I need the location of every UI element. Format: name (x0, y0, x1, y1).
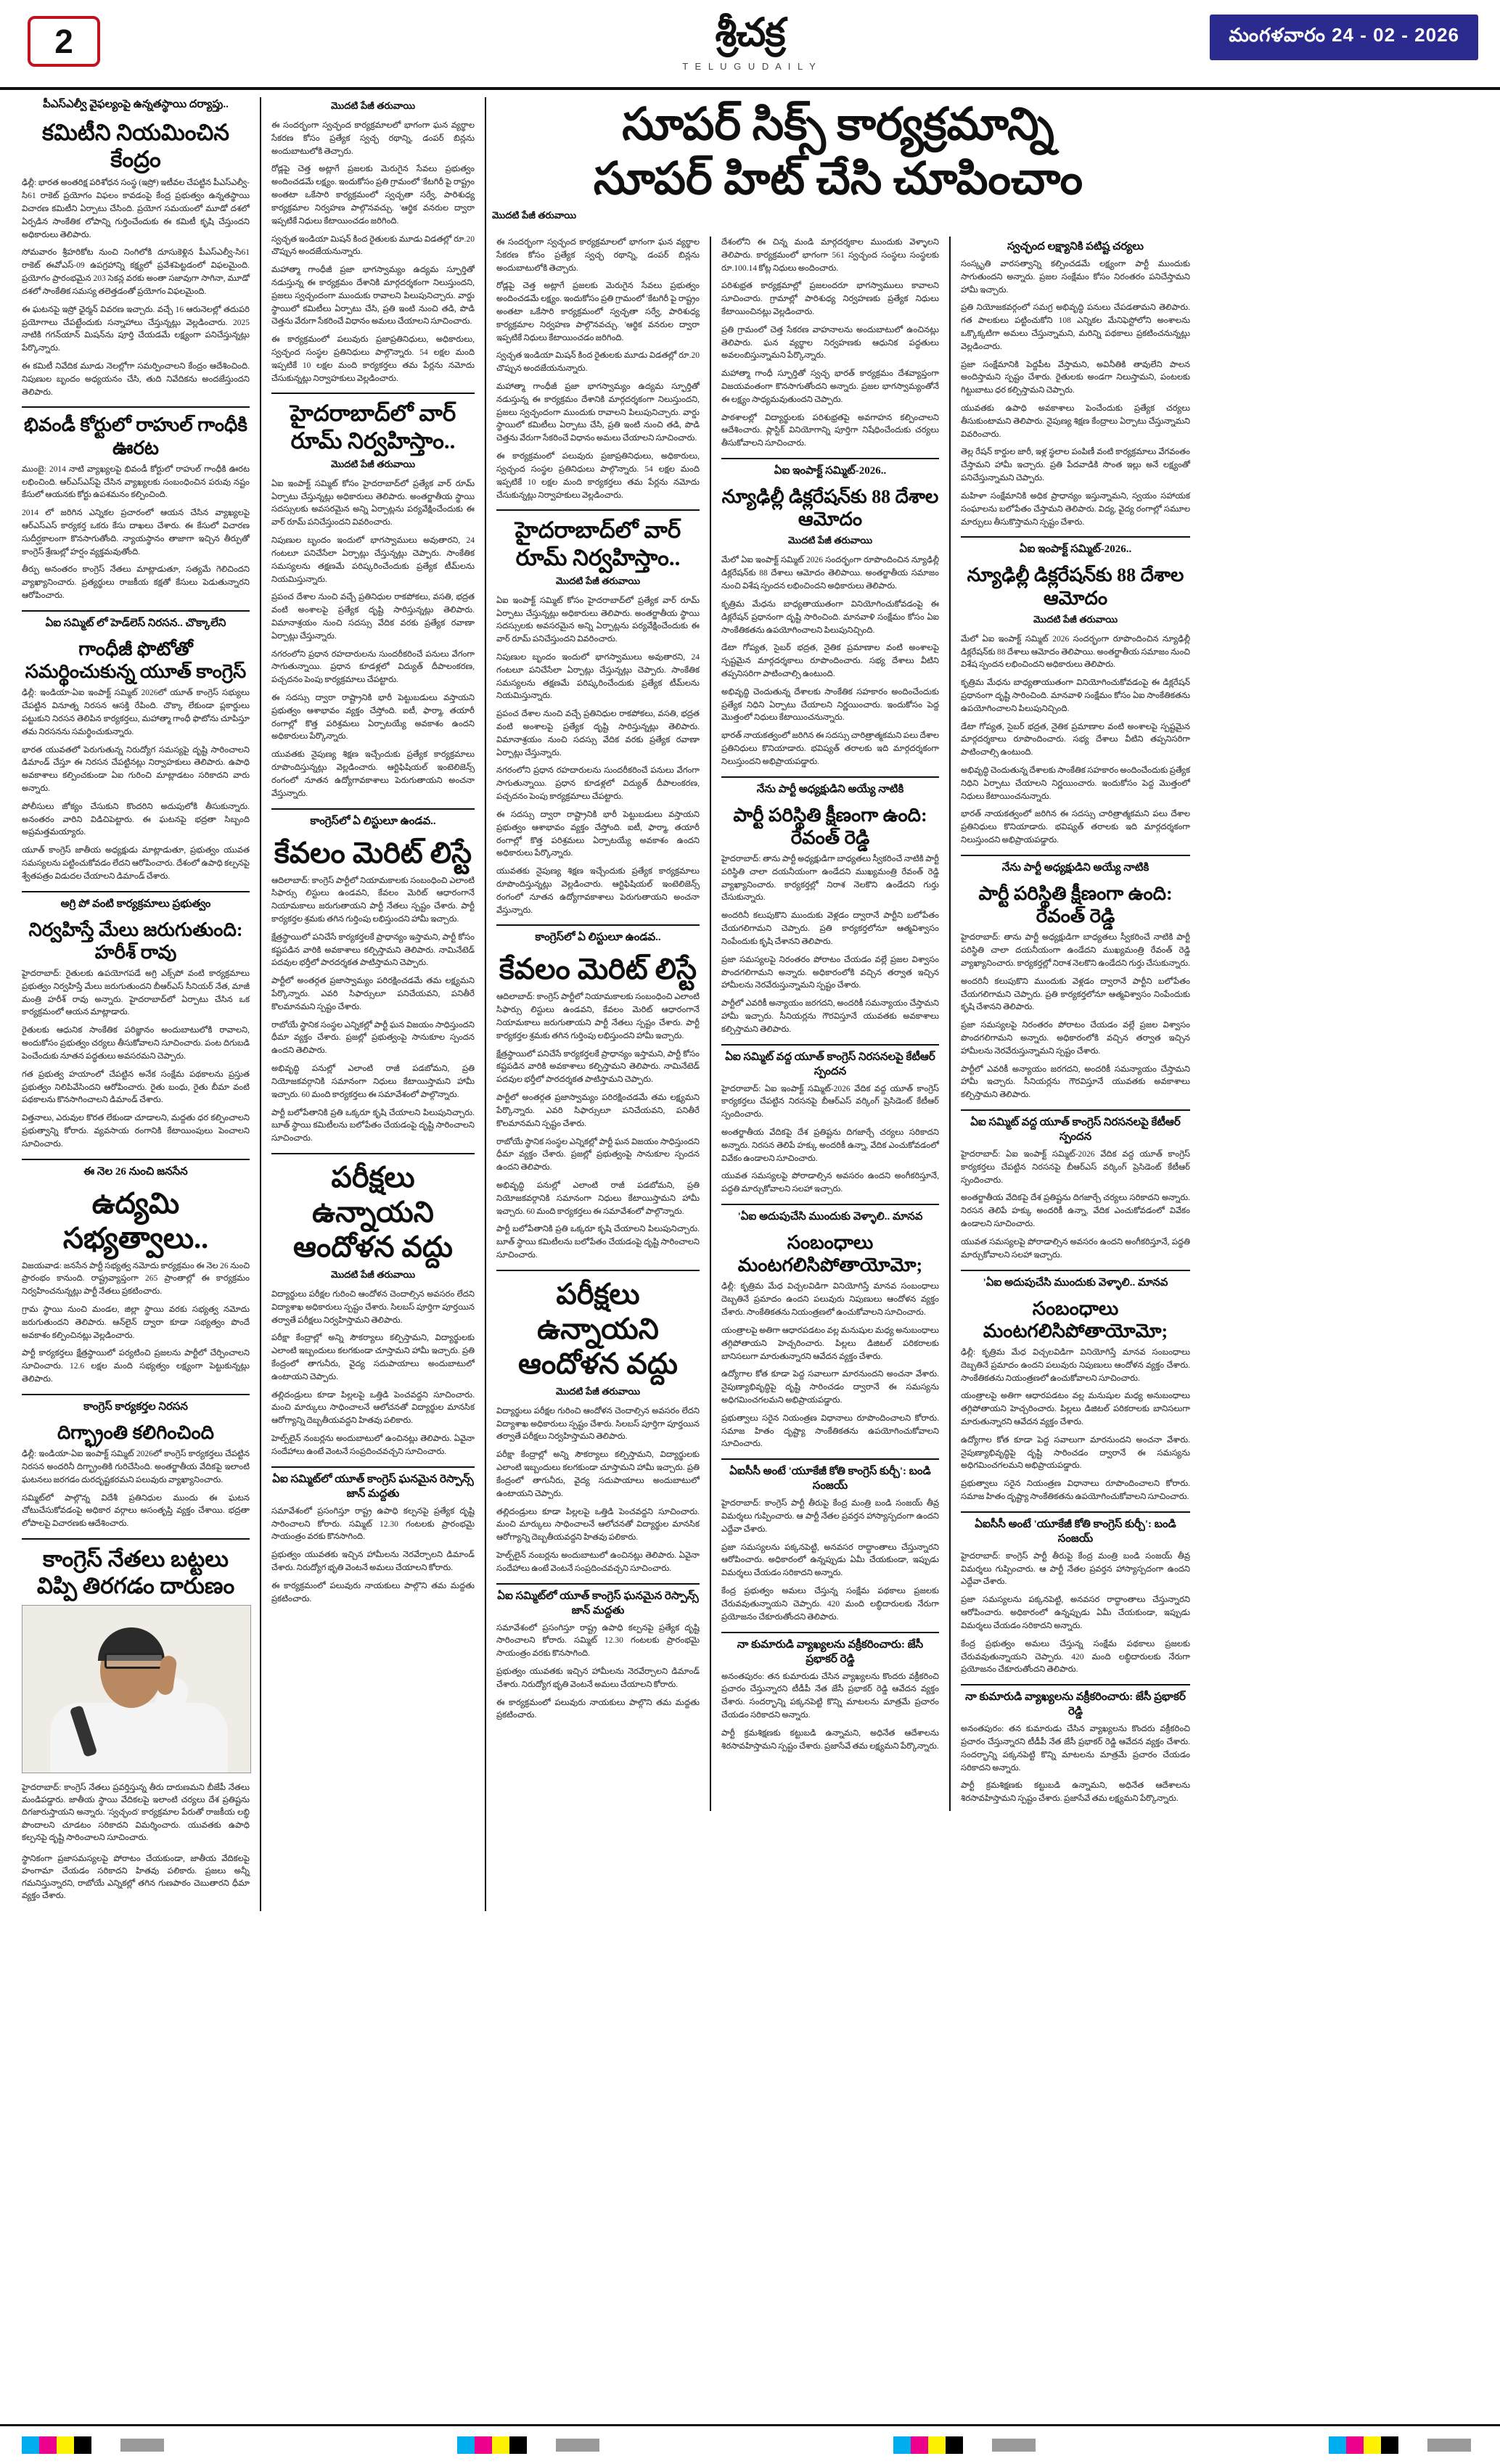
article-paragraph: విజయవాడ: జనసేన పార్టీ సభ్యత్వ నమోదు కార్యక్రమం ఈ నెల 26 నుంచి ప్రారంభం కానుంది. రాష్ట్రవ్యాప్తంగా 265 ప్రాంతాల్లో ఈ కార్యక్రమం నిర్వహించనున్నట్లు పార్టీ నేతలు ప్రకటించారు. (22, 1261, 250, 1297)
article-paragraph: అంతర్జాతీయ వేదికపై దేశ ప్రతిష్టను దిగజార్చే చర్యలు సరికాదని అన్నారు. నిరసన తెలిపే హక్కు అందరికీ ఉన్నా, వేదిక ఎంచుకోవడంలో వివేకం ఉండాలని సూచించారు. (721, 1128, 939, 1163)
lead-continuation (271, 100, 475, 385)
article-headline: పరీక్షలు ఉన్నాయని ఆందోళన వద్దు (518, 1277, 678, 1380)
article-paragraph: యువత సమస్యలపై పోరాడాల్సిన అవసరం ఉందని అంగీకరిస్తూనే, పద్ధతి మార్చుకోవాలని సలహా ఇచ్చారు. (721, 1172, 939, 1194)
article-paragraph: ఈ సదస్సు ద్వారా రాష్ట్రానికి భారీ పెట్టుబడులు వస్తాయని ప్రభుత్వం ఆశాభావం వ్యక్తం చేస్తోంది. ఐటీ, ఫార్మా, తయారీ రంగాల్లో కొత్త పరిశ్రమలు ఏర్పాటయ్యే అవకాశం ఉందని అధికారులు పేర్కొన్నారు. (496, 810, 700, 858)
article-paragraph: భారత్ నాయకత్వంలో జరిగిన ఈ సదస్సు చారిత్రాత్మకమని పలు దేశాల ప్రతినిధులు కొనియాడారు. భవిష్యత్ తరాలకు ఇది మార్గదర్శకంగా నిలుస్తుందని అభిప్రాయపడ్డారు. (721, 731, 939, 766)
article-kicker: కాంగ్రెస్ కార్యకర్తల నిరసన (83, 1400, 188, 1413)
article (22, 99, 250, 399)
article-kicker: పీఎస్ఎల్వీ వైఫల్యంపై ఉన్నతస్థాయి దర్యాప్తు.. (43, 99, 229, 110)
photo-caption: హైదరాబాద్: కాంగ్రెస్ నేతలు ప్రవర్తిస్తున్న తీరు దారుణమని బీజేపీ నేతలు మండిపడ్డారు. జాతీయ స్థాయి వేదికలపై ఇలాంటి చర్యలు దేశ ప్రతిష్టను దిగజారుస్తాయని అన్నారు. 'స్వచ్ఛంద' కార్యక్రమాల పేరుతో రాజకీయ లబ్ధి పొందాలని చూడటం సరికాదని విమర్శించారు. యువతకు ఉపాధి కల్పనపై దృష్టి సారించాలని సూచించారు. (22, 1783, 250, 1842)
divider (961, 1270, 1190, 1271)
logo-subtext: T E L U G U D A I L Y (682, 61, 818, 72)
swatch-cyan (457, 2436, 475, 2454)
grey-registration-bar (1427, 2439, 1471, 2452)
article-kicker: ఏఐ సమ్మిట్ వద్ద యూత్ కాంగ్రెస్ నిరసనలపై కేటీఆర్ స్పందన (725, 1051, 935, 1077)
article-paragraph: మేలో ఏఐ ఇంపాక్ట్ సమ్మిట్ 2026 సందర్భంగా రూపొందించిన న్యూఢిల్లీ డిక్లరేషన్‌కు 88 దేశాలు ఆమోదం తెలిపాయి. అంతర్జాతీయ సమాజం నుంచి విశేష స్పందన లభించిందని అధికారులు తెలిపారు. (961, 634, 1190, 670)
grey-registration-bar (120, 2439, 164, 2452)
column-2 (261, 97, 486, 1911)
article-headline: గాంధీజీ ఫొటోతో సమర్థించుకున్న యూత్ కాంగ్రెస్ (25, 638, 247, 683)
page-number-badge: 2 (28, 16, 100, 67)
photo-figure-glasses (104, 1653, 164, 1669)
article-headline: కాంగ్రెస్ నేతలు బట్టలు విప్పి తిరగడం దారుణం (36, 1545, 235, 1599)
article-paragraph: ఏఐ ఇంపాక్ట్ సమ్మిట్ కోసం హైదరాబాద్‌లో ప్రత్యేక వార్ రూమ్ ఏర్పాటు చేస్తున్నట్లు అధికారులు తెలిపారు. అంతర్జాతీయ స్థాయి సదస్సులకు అవసరమైన అన్ని ఏర్పాట్లను పర్యవేక్షించేందుకు ఈ వార్ రూమ్ పనిచేస్తుందని వివరించారు. (496, 596, 700, 644)
article-paragraph: ప్రపంచ దేశాల నుంచి వచ్చే ప్రతినిధుల రాకపోకలు, వసతి, భద్రత వంటి అంశాలపై ప్రత్యేక దృష్టి సారిస్తున్నట్లు తెలిపారు. విమానాశ్రయం నుంచి సదస్సు వేదిక వరకు ప్రత్యేక రవాణా ఏర్పాట్లు చేస్తున్నారు. (271, 593, 475, 641)
article-paragraph: కృత్రిమ మేధను బాధ్యతాయుతంగా వినియోగించుకోవడంపై ఈ డిక్లరేషన్ ప్రధానంగా దృష్టి సారించింది. మానవాళి సంక్షేమం కోసం ఏఐ సాంకేతికతను ఉపయోగించాలని పిలుపునిచ్చింది. (961, 678, 1190, 713)
divider (961, 1109, 1190, 1111)
article-paragraph: పరీక్షా కేంద్రాల్లో అన్ని సౌకర్యాలు కల్పిస్తామని, విద్యార్థులకు ఎలాంటి ఇబ్బందులు కలగకుండా చూస్తామని హామీ ఇచ్చారు. ప్రతి కేంద్రంలో తాగునీరు, వైద్య సదుపాయాలు అందుబాటులో ఉంటాయని చెప్పారు. (496, 1450, 700, 1498)
divider (271, 1153, 475, 1154)
article-headline: పరీక్షలు ఉన్నాయని ఆందోళన వద్దు (293, 1160, 453, 1263)
color-swatches (22, 2436, 91, 2454)
swatch-black (509, 2436, 527, 2454)
publication-logo (682, 10, 818, 72)
article-paragraph: భారత యువతలో పెరుగుతున్న నిరుద్యోగ సమస్యపై దృష్టి సారించాలని డిమాండ్ చేస్తూ ఈ నిరసన చేపట్టినట్లు నిర్వాహకులు తెలిపారు. ఉపాధి అవకాశాలు కల్పించకుండా ఏఐ గురించి మాట్లాడటం సరికాదని వారు అన్నారు. (22, 745, 250, 793)
swatch-yellow (928, 2436, 946, 2454)
article-paragraph: పార్టీలో అంతర్గత ప్రజాస్వామ్యం పరిరక్షించడమే తమ లక్ష్యమని పేర్కొన్నారు. ఎవరి సిఫార్సులూ పనిచేయవని, పనితీరే కొలమానమని స్పష్టం చేశారు. (496, 1093, 700, 1128)
article-paragraph: హైదరాబాద్: కాంగ్రెస్ పార్టీ తీరుపై కేంద్ర మంత్రి బండి సంజయ్ తీవ్ర విమర్శలు గుప్పించారు. ఆ పార్టీ నేతల ప్రవర్తన హాస్యాస్పదంగా ఉందని ఎద్దేవా చేశారు. (721, 1499, 939, 1534)
article-headline: న్యూఢిల్లీ డిక్లరేషన్‌కు 88 దేశాల ఆమోదం (967, 564, 1184, 609)
article-kicker: 'ఏఐ అదుపుచేసి ముందుకు వెళ్ళాలి.. మానవ (983, 1276, 1168, 1289)
grey-registration-bar (556, 2439, 599, 2452)
article-paragraph: మహాత్మా గాంధీజీ ప్రజా భాగస్వామ్యం ఉద్యమ స్ఫూర్తితో నడుస్తున్న ఈ కార్యక్రమం దేశానికి మార్గదర్శకంగా నిలుస్తుందని, ప్రజలు స్వచ్ఛందంగా ముందుకు రావాలని పిలుపునిచ్చారు. వార్డు స్థాయిలో కమిటీలు ఏర్పాటు చేసి, ప్రతి ఇంటి నుంచి తడి, పొడి చెత్తను వేరుగా సేకరించే విధానం అమలు చేయాలని సూచించారు. (496, 382, 700, 443)
article-paragraph: అభివృద్ధి చెందుతున్న దేశాలకు సాంకేతిక సహకారం అందించేందుకు ప్రత్యేక నిధిని ఏర్పాటు చేయాలని నిర్ణయించారు. ఇందుకోసం పెద్ద మొత్తంలో నిధులు కేటాయించనున్నారు. (961, 766, 1190, 801)
article-paragraph: ప్రజా సమస్యలను పక్కనపెట్టి, అనవసర రాద్ధాంతాలు చేస్తున్నారని ఆరోపించారు. అధికారంలో ఉన్నప్పుడు ఏమీ చేయకుండా, ఇప్పుడు విమర్శలు చేయడం సరికాదని అన్నారు. (961, 1596, 1190, 1630)
article-paragraph: ప్రభుత్వం యువతకు ఇచ్చిన హామీలను నెరవేర్చాలని డిమాండ్ చేశారు. నిరుద్యోగ భృతి వెంటనే అమలు చేయాలని కోరారు. (496, 1667, 700, 1689)
divider (496, 1270, 700, 1271)
continuation-note: మొదటి పేజీ తరువాయి (330, 1268, 416, 1280)
page-lead-headline-line2: సూపర్ హిట్ చేసి చూపించాం (593, 155, 1083, 205)
article-paragraph: పార్టీలో ఎవరికీ అన్యాయం జరగదని, అందరికీ సమన్యాయం చేస్తామని హామీ ఇచ్చారు. సీనియర్లను గౌరవిస్తూనే యువతకు అవకాశాలు కల్పిస్తామని తెలిపారు. (721, 999, 939, 1034)
swatch-black (1381, 2436, 1398, 2454)
article-headline: హైదరాబాద్‌లో వార్ రూమ్ నిర్వహిస్తాం.. (515, 517, 681, 570)
divider (961, 1511, 1190, 1513)
article-kicker: ఏఐ సమ్మిట్ వద్ద యూత్ కాంగ్రెస్ నిరసనలపై కేటీఆర్ స్పందన (970, 1117, 1181, 1143)
divider (22, 1159, 250, 1160)
article-headline: భివండీ కోర్టులో రాహుల్ గాంధీకి ఊరట (24, 414, 247, 459)
article-kicker: ఏఐ సమ్మిట్‌లో యూత్ కాంగ్రెస్ ఘనమైన రెస్పాన్స్ జాన్ మద్దతు (497, 1590, 699, 1617)
article-paragraph: ప్రతి నియోజకవర్గంలో సమగ్ర అభివృద్ధి పనులు చేపడతామని తెలిపారు. గత పాలకులు పట్టించుకోని 108 ఎన్నికల మేనిఫెస్టోలోని అంశాలను ఒక్కొక్కటిగా అమలు చేస్తున్నామని, మరిన్ని పథకాలు ప్రకటించనున్నట్లు వెల్లడించారు. (961, 303, 1190, 351)
article-paragraph: ఈ సదస్సు ద్వారా రాష్ట్రానికి భారీ పెట్టుబడులు వస్తాయని ప్రభుత్వం ఆశాభావం వ్యక్తం చేస్తోంది. ఐటీ, ఫార్మా, తయారీ రంగాల్లో కొత్త పరిశ్రమలు ఏర్పాటయ్యే అవకాశం ఉందని అధికారులు పేర్కొన్నారు. (271, 694, 475, 742)
footer-group-1 (0, 2436, 164, 2454)
article-paragraph: ఈ సందర్భంగా స్వచ్ఛంద కార్యక్రమాలలో భాగంగా ఘన వ్యర్థాల సేకరణ కోసం ప్రత్యేక స్వచ్ఛ రథాన్ని, డంపర్ బిన్లను అందుబాటులోకి తెచ్చారు. (271, 121, 475, 156)
article-paragraph: ప్రజా సమస్యలపై నిరంతరం పోరాటం చేయడం వల్లే ప్రజల విశ్వాసం పొందగలిగామని అన్నారు. అధికారంలోకి వచ్చిన తర్వాత ఇచ్చిన హామీలను నెరవేరుస్తున్నామని స్పష్టం చేశారు. (721, 955, 939, 990)
article-kicker: నా కుమారుడి వ్యాఖ్యలను వక్రీకరించారు: జేసీ ప్రభాకర్ రెడ్డి (737, 1638, 924, 1665)
article (22, 898, 250, 1151)
article-paragraph: యూత్ కాంగ్రెస్ జాతీయ అధ్యక్షుడు మాట్లాడుతూ, ప్రభుత్వం యువత సమస్యలను పట్టించుకోవడం లేదని ఆరోపించారు. దేశంలో ఉపాధి కల్పనపై శ్వేతపత్రం విడుదల చేయాలని డిమాండ్ చేశారు. (22, 846, 250, 881)
color-swatches (457, 2436, 527, 2454)
photo-caption-2: స్థానికంగా ప్రజాసమస్యలపై పోరాటం చేయకుండా, జాతీయ వేదికలపై హంగామా చేయడం సరికాదని హితవు పలికారు. ప్రజలు అన్నీ గమనిస్తున్నారని, రాబోయే ఎన్నికల్లో తగిన గుణపాఠం చెబుతారని ధీమా వ్యక్తం చేశారు. (22, 1854, 250, 1901)
swatch-black (74, 2436, 91, 2454)
article-kicker: ఏఐ సమ్మిట్‌లో యూత్ కాంగ్రెస్ ఘనమైన రెస్పాన్స్ జాన్ మద్దతు (272, 1473, 474, 1500)
continuation-note: మొదటి పేజీ తరువాయి (492, 209, 577, 221)
article-paragraph: ప్రభుత్వం యువతకు ఇచ్చిన హామీలను నెరవేర్చాలని డిమాండ్ చేశారు. నిరుద్యోగ భృతి వెంటనే అమలు చేయాలని కోరారు. (271, 1551, 475, 1572)
article-paragraph: పార్టీ కార్యకర్తలు క్షేత్రస్థాయిలో పర్యటించి ప్రజలను పార్టీలో చేర్పించాలని సూచించారు. 12.6 లక్షల మంది సభ్యత్వం లక్ష్యంగా పెట్టుకున్నట్లు తెలిపారు. (22, 1349, 250, 1384)
article-paragraph: ఈ సందర్భంగా స్వచ్ఛంద కార్యక్రమాలలో భాగంగా ఘన వ్యర్థాల సేకరణ కోసం ప్రత్యేక స్వచ్ఛ రథాన్ని, డంపర్ బిన్లను అందుబాటులోకి తెచ్చారు. (496, 237, 700, 273)
article-paragraph: అభివృద్ధి పనుల్లో ఎలాంటి రాజీ పడబోమని, ప్రతి నియోజకవర్గానికి సమానంగా నిధులు కేటాయిస్తామని హామీ ఇచ్చారు. 60 మంది కార్యకర్తలు ఈ సమావేశంలో పాల్గొన్నారు. (271, 1064, 475, 1099)
article (271, 816, 475, 1146)
divider (961, 536, 1190, 538)
footer-group-3 (872, 2436, 1036, 2454)
article-paragraph: విద్యార్థులు పరీక్షల గురించి ఆందోళన చెందాల్సిన అవసరం లేదని విద్యాశాఖ అధికారులు స్పష్టం చేశారు. సిలబస్ పూర్తిగా పూర్తయిన తర్వాతే పరీక్షలు నిర్వహిస్తామని తెలిపారు. (496, 1406, 700, 1442)
swatch-cyan (893, 2436, 911, 2454)
article-paragraph: కృత్రిమ మేధను బాధ్యతాయుతంగా వినియోగించుకోవడంపై ఈ డిక్లరేషన్ ప్రధానంగా దృష్టి సారించింది. మానవాళి సంక్షేమం కోసం ఏఐ సాంకేతికతను ఉపయోగించాలని పిలుపునిచ్చింది. (721, 599, 939, 635)
divider (721, 1204, 939, 1205)
article-headline: కేవలం మెరిట్ లిస్టే (274, 836, 472, 869)
article-paragraph: సమావేశంలో ప్రసంగిస్తూ రాష్ట్ర ఉపాధి కల్పనపై ప్రత్యేక దృష్టి సారించాలని కోరారు. సమ్మిట్ 12.30 గంటలకు ప్రారంభమై సాయంత్రం వరకు కొనసాగింది. (496, 1623, 700, 1659)
article-kicker: కాంగ్రెస్‌లో ఏ లిస్టులూ ఉండవ.. (310, 815, 436, 827)
swatch-yellow (57, 2436, 74, 2454)
divider (721, 1044, 939, 1046)
article-headline: ఉద్యమి సభ్యత్వాలు.. (62, 1186, 209, 1254)
article-paragraph: కేంద్ర ప్రభుత్వం అమలు చేస్తున్న సంక్షేమ పథకాలు ప్రజలకు చేరువవుతున్నాయని చెప్పారు. 420 మంది లబ్ధిదారులకు నేరుగా ప్రయోజనం చేకూరుతోందని తెలిపారు. (721, 1587, 939, 1622)
article-kicker: నేను పార్టీ అధ్యక్షుడిని అయ్యే నాటికి (756, 783, 904, 795)
article-paragraph: అంతర్జాతీయ వేదికపై దేశ ప్రతిష్టను దిగజార్చే చర్యలు సరికాదని అన్నారు. నిరసన తెలిపే హక్కు అందరికీ ఉన్నా, వేదిక ఎంచుకోవడంలో వివేకం ఉండాలని సూచించారు. (961, 1194, 1190, 1229)
article-paragraph: ఢిల్లీ: ఇండియా-ఏఐ ఇంపాక్ట్ సమ్మిట్ 2026లో కాంగ్రెస్ కార్యకర్తలు చేపట్టిన నిరసన అందరినీ దిగ్భ్రాంతికి గురిచేసింది. అంతర్జాతీయ వేదికపై ఇలాంటి ఘటనలు జరగడం దురదృష్టకరమని పలువురు వ్యాఖ్యానించారు. (22, 1450, 250, 1484)
divider (961, 1684, 1190, 1685)
divider (496, 924, 700, 926)
article-paragraph: భారత్ నాయకత్వంలో జరిగిన ఈ సదస్సు చారిత్రాత్మకమని పలు దేశాల ప్రతినిధులు కొనియాడారు. భవిష్యత్ తరాలకు ఇది మార్గదర్శకంగా నిలుస్తుందని అభిప్రాయపడ్డారు. (961, 810, 1190, 845)
article-paragraph: ప్రజా సమస్యలపై నిరంతరం పోరాటం చేయడం వల్లే ప్రజల విశ్వాసం పొందగలిగామని అన్నారు. అధికారంలోకి వచ్చిన తర్వాత ఇచ్చిన హామీలను నెరవేరుస్తున్నామని స్పష్టం చేశారు. (961, 1021, 1190, 1056)
article-paragraph: ఈ కార్యక్రమంలో పలువురు ప్రజాప్రతినిధులు, అధికారులు, స్వచ్ఛంద సంస్థల ప్రతినిధులు పాల్గొన్నారు. 54 లక్షల మంది ఇప్పటికే 10 లక్షల మంది కార్యకర్తలు తమ పేర్లను నమోదు చేసుకున్నట్లు నిర్వాహకులు వెల్లడించారు. (271, 335, 475, 383)
continuation-note: మొదటి పేజీ తరువాయి (330, 458, 416, 469)
article-paragraph: యంత్రాలపై అతిగా ఆధారపడటం వల్ల మనుషుల మధ్య అనుబంధాలు తగ్గిపోతాయని హెచ్చరించారు. పిల్లలు డిజిటల్ పరికరాలకు బానిసలుగా మారుతున్నారని ఆవేదన వ్యక్తం చేశారు. (961, 1392, 1190, 1426)
article-paragraph: పార్టీ బలోపేతానికి ప్రతి ఒక్కరూ కృషి చేయాలని పిలుపునిచ్చారు. బూత్ స్థాయి కమిటీలను బలోపేతం చేయడంపై దృష్టి సారించాలని సూచించారు. (271, 1108, 475, 1143)
article-paragraph: హైదరాబాద్: ఏఐ ఇంపాక్ట్ సమ్మిట్-2026 వేదిక వద్ద యూత్ కాంగ్రెస్ కార్యకర్తలు చేపట్టిన నిరసనపై బీఆర్ఎస్ వర్కింగ్ ప్రెసిడెంట్ కేటీఆర్ స్పందించారు. (961, 1150, 1190, 1185)
article-kicker: ఏఐసీసీ అంటే 'యూకేజీ కోతి కాంగ్రెస్ కుర్చీ': బండి సంజయ్ (975, 1518, 1176, 1545)
article-paragraph: గ్రామ స్థాయి నుంచి మండల, జిల్లా స్థాయి వరకు సభ్యత్వ నమోదు జరుగుతుందని తెలిపారు. ఆన్‌లైన్ ద్వారా కూడా సభ్యత్వం పొందే అవకాశం కల్పించినట్లు వెల్లడించారు. (22, 1305, 250, 1340)
color-swatches (893, 2436, 963, 2454)
article-paragraph: నిపుణుల బృందం ఇందులో భాగస్వాములు అవుతారని, 24 గంటలూ పనిచేసేలా ఏర్పాట్లు చేస్తున్నట్లు చెప్పారు. సాంకేతిక సమస్యలను తక్షణమే పరిష్కరించేందుకు ప్రత్యేక టీమ్‌లను నియమిస్తున్నారు. (271, 536, 475, 584)
color-swatches (1329, 2436, 1398, 2454)
swatch-magenta (1346, 2436, 1364, 2454)
article-kicker: కాంగ్రెస్‌లో ఏ లిస్టులూ ఉండవ.. (535, 932, 661, 944)
article-paragraph: యువతకు నైపుణ్య శిక్షణ ఇచ్చేందుకు ప్రత్యేక కార్యక్రమాలు రూపొందిస్తున్నట్లు వెల్లడించారు. ఆర్టిఫిషియల్ ఇంటెలిజెన్స్ రంగంలో నూతన ఉద్యోగావకాశాలు పెరుగుతాయని అంచనా వేస్తున్నారు. (496, 867, 700, 915)
article-headline: పార్టీ పరిస్థితి క్షీణంగా ఉంది: రేవంత్ రెడ్డి (978, 882, 1173, 927)
swatch-magenta (39, 2436, 57, 2454)
article-paragraph: ఉద్యోగాల కోత కూడా పెద్ద సవాలుగా మారనుందని అంచనా వేశారు. నైపుణ్యాభివృద్ధిపై దృష్టి సారించడం ద్వారానే ఈ సమస్యను అధిగమించగలమని అభిప్రాయపడ్డారు. (961, 1435, 1190, 1471)
divider (496, 509, 700, 511)
article-paragraph: ఆదిలాబాద్: కాంగ్రెస్ పార్టీలో నియామకాలకు సంబంధించి ఎలాంటి సిఫార్సు లిస్టులు ఉండవని, కేవలం మెరిట్ ఆధారంగానే నియామకాలు జరుగుతాయని పార్టీ నేతలు స్పష్టం చేశారు. పార్టీ కార్యకర్తల శ్రమకు తగిన గుర్తింపు లభిస్తుందని హామీ ఇచ్చారు. (496, 993, 700, 1040)
article-kicker: ఏఐ ఇంపాక్ట్ సమ్మిట్-2026.. (1019, 543, 1132, 556)
article (22, 1401, 250, 1531)
article-paragraph: క్షేత్రస్థాయిలో పనిచేసే కార్యకర్తలకే ప్రాధాన్యం ఇస్తామని, పార్టీ కోసం కష్టపడిన వారికి అవకాశాలు కల్పిస్తామని తెలిపారు. నామినేటెడ్ పదవుల భర్తీలో పారదర్శకత పాటిస్తామని చెప్పారు. (271, 932, 475, 968)
divider (22, 891, 250, 892)
article-paragraph: డేటా గోప్యత, సైబర్ భద్రత, నైతిక ప్రమాణాల వంటి అంశాలపై స్పష్టమైన మార్గదర్శకాలు రూపొందించారు. సభ్య దేశాలు వీటిని తప్పనిసరిగా పాటించాల్సి ఉంటుంది. (961, 722, 1190, 757)
swatch-magenta (911, 2436, 928, 2454)
article-paragraph: పార్టీ క్రమశిక్షణకు కట్టుబడి ఉన్నామని, అధినేత ఆదేశాలను శిరసావహిస్తామని స్పష్టం చేశారు. ప్రజాసేవే తమ లక్ష్యమని పేర్కొన్నారు. (961, 1781, 1190, 1804)
divider (721, 458, 939, 459)
article-paragraph: యంత్రాలపై అతిగా ఆధారపడటం వల్ల మనుషుల మధ్య అనుబంధాలు తగ్గిపోతాయని హెచ్చరించారు. పిల్లలు డిజిటల్ పరికరాలకు బానిసలుగా మారుతున్నారని ఆవేదన వ్యక్తం చేశారు. (721, 1326, 939, 1361)
article-headline: పార్టీ పరిస్థితి క్షీణంగా ఉంది: రేవంత్ రెడ్డి (733, 804, 927, 848)
divider (22, 406, 250, 408)
article-paragraph: ఆదిలాబాద్: కాంగ్రెస్ పార్టీలో నియామకాలకు సంబంధించి ఎలాంటి సిఫార్సు లిస్టులు ఉండవని, కేవలం మెరిట్ ఆధారంగానే నియామకాలు జరుగుతాయని పార్టీ నేతలు స్పష్టం చేశారు. పార్టీ కార్యకర్తల శ్రమకు తగిన గుర్తింపు లభిస్తుందని హామీ ఇచ్చారు. (271, 876, 475, 924)
article-paragraph: పార్టీలో అంతర్గత ప్రజాస్వామ్యం పరిరక్షించడమే తమ లక్ష్యమని పేర్కొన్నారు. ఎవరి సిఫార్సులూ పనిచేయవని, పనితీరే కొలమానమని స్పష్టం చేశారు. (271, 977, 475, 1011)
article-paragraph: పాఠశాలల్లో విద్యార్థులకు పరిశుభ్రతపై అవగాహన కల్పించాలని ఆదేశించారు. ప్లాస్టిక్ వినియోగాన్ని పూర్తిగా నిషేధించేందుకు చర్యలు తీసుకోవాలని సూచించారు. (721, 413, 939, 448)
article (22, 617, 250, 884)
logo-text: శ్రీచక్ర (715, 11, 785, 54)
article-kicker: 'ఏఐ అదుపుచేసి ముందుకు వెళ్ళాలి.. మానవ (737, 1211, 923, 1223)
article-paragraph: హెల్ప్‌లైన్ నంబర్లను అందుబాటులో ఉంచినట్లు తెలిపారు. ఏవైనా సందేహాలు ఉంటే వెంటనే సంప్రదించవచ్చని సూచించారు. (271, 1434, 475, 1456)
section-subhead: స్వచ్ఛంద లక్ష్యానికి పటిష్ట చర్యలు (1007, 240, 1144, 252)
article-paragraph: నగరంలోని ప్రధాన రహదారులను సుందరీకరించే పనులు వేగంగా సాగుతున్నాయి. ప్రధాన కూడళ్లలో విద్యుత్ దీపాలంకరణ, పచ్చదనం పెంపు కార్యక్రమాలు చేపట్టారు. (496, 766, 700, 802)
article-paragraph: పార్టీ బలోపేతానికి ప్రతి ఒక్కరూ కృషి చేయాలని పిలుపునిచ్చారు. బూత్ స్థాయి కమిటీలను బలోపేతం చేయడంపై దృష్టి సారించాలని సూచించారు. (496, 1225, 700, 1260)
lead-headline-block (486, 97, 1190, 237)
article-paragraph: స్వచ్ఛత ఇండియా మిషన్ కింద రైతులకు మూడు విడతల్లో రూ.20 చొప్పున అందజేయనున్నారు. (496, 351, 700, 374)
article-paragraph: స్వచ్ఛత ఇండియా మిషన్ కింద రైతులకు మూడు విడతల్లో రూ.20 చొప్పున అందజేయనున్నారు. (271, 234, 475, 257)
article-paragraph: ప్రభుత్వాలు సరైన నియంత్రణ విధానాలు రూపొందించాలని కోరారు. సమాజ హితం దృష్ట్యా సాంకేతికతను ఉపయోగించుకోవాలని సూచించారు. (721, 1413, 939, 1449)
article-paragraph: ఈ కార్యక్రమంలో పలువురు నాయకులు పాల్గొని తమ మద్దతు ప్రకటించారు. (271, 1581, 475, 1603)
article-paragraph: ఈ కార్యక్రమంలో పలువురు నాయకులు పాల్గొని తమ మద్దతు ప్రకటించారు. (496, 1698, 700, 1720)
swatch-black (946, 2436, 963, 2454)
divider (22, 610, 250, 612)
continuation-note: మొదటి పేజీ తరువాయి (1033, 613, 1118, 625)
swatch-cyan (22, 2436, 39, 2454)
continuation-note: మొదటి పేజీ తరువాయి (787, 535, 873, 546)
article-paragraph: రైతులకు ఆధునిక సాంకేతిక పరిజ్ఞానం అందుబాటులోకి రావాలని, అందుకోసం ప్రభుత్వం చర్యలు తీసుకోవాలని సూచించారు. పంట దిగుబడి పెంచేందుకు నూతన పద్ధతులు అవసరమని చెప్పారు. (22, 1026, 250, 1061)
article (22, 1545, 250, 1903)
article-headline: నిర్వహిస్తే మేలు జరుగుతుంది: హరీశ్ రావు (28, 919, 243, 963)
footer-group-4 (1307, 2436, 1471, 2454)
article-paragraph: సమ్మిట్‌లో పాల్గొన్న విదేశీ ప్రతినిధుల ముందు ఈ ఘటన చోటుచేసుకోవడంపై అధికార వర్గాలు అసంతృప్తి వ్యక్తం చేశాయి. భద్రతా లోపాలపై విచారణకు ఆదేశించారు. (22, 1493, 250, 1529)
article-paragraph: ఢిల్లీ: భారత అంతరిక్ష పరిశోధన సంస్థ (ఇస్రో) ఇటీవల చేపట్టిన పీఎస్ఎల్వీ-సి61 రాకెట్ ప్రయోగం విఫలం కావడంపై కేంద్ర ప్రభుత్వం ఉన్నతస్థాయి విచారణ కమిటీని ఏర్పాటు చేసింది. ప్రయోగ సమయంలో మూడో దశలో ఏర్పడిన సాంకేతిక లోపాన్ని గుర్తించేందుకు ఈ కమిటీ కృషి చేస్తుందని అధికారులు తెలిపారు. (22, 178, 250, 239)
article-headline: సంబంధాలు మంటగలిసిపోతాయోమో; (737, 1232, 923, 1276)
article-headline: సంబంధాలు మంటగలిసిపోతాయోమో; (983, 1297, 1168, 1342)
divider (496, 1583, 700, 1585)
article-paragraph: హైదరాబాద్: తాను పార్టీ అధ్యక్షుడిగా బాధ్యతలు స్వీకరించే నాటికి పార్టీ పరిస్థితి చాలా దయనీయంగా ఉండేదని ముఖ్యమంత్రి రేవంత్ రెడ్డి వ్యాఖ్యానించారు. కార్యకర్తల్లో నిరాశ నెలకొని ఉండేదని గుర్తు చేసుకున్నారు. (961, 933, 1190, 968)
article-paragraph: నగరంలోని ప్రధాన రహదారులను సుందరీకరించే పనులు వేగంగా సాగుతున్నాయి. ప్రధాన కూడళ్లలో విద్యుత్ దీపాలంకరణ, పచ్చదనం పెంపు కార్యక్రమాలు చేపట్టారు. (271, 649, 475, 685)
article-paragraph: మహాత్మా గాంధీ స్ఫూర్తితో స్వచ్ఛ భారత్ కార్యక్రమం దేశవ్యాప్తంగా విజయవంతంగా కొనసాగుతోందని అన్నారు. ప్రజల భాగస్వామ్యంతోనే ఈ లక్ష్యం సాధ్యమవుతుందని చెప్పారు. (721, 369, 939, 404)
article-paragraph: ఏఐ ఇంపాక్ట్ సమ్మిట్ కోసం హైదరాబాద్‌లో ప్రత్యేక వార్ రూమ్ ఏర్పాటు చేస్తున్నట్లు అధికారులు తెలిపారు. అంతర్జాతీయ స్థాయి సదస్సులకు అవసరమైన అన్ని ఏర్పాట్లను పర్యవేక్షించేందుకు ఈ వార్ రూమ్ పనిచేస్తుందని వివరించారు. (271, 479, 475, 527)
article-paragraph: ఈ ఘటనపై ఇస్రో ఛైర్మన్ వివరణ ఇచ్చారు. వచ్చే 16 ఆరునెలల్లో తదుపరి ప్రయోగాలు చేపట్టేందుకు సన్నాహాలు చేస్తున్నట్లు వెల్లడించారు. 2025 నాటికి గగన్‌యాన్ మిషన్‌ను పూర్తి చేయడమే లక్ష్యంగా పనిచేస్తున్నట్లు పేర్కొన్నారు. (22, 305, 250, 353)
continuation-note: మొదటి పేజీ తరువాయి (555, 1385, 641, 1397)
article-paragraph: పార్టీలో ఎవరికీ అన్యాయం జరగదని, అందరికీ సమన్యాయం చేస్తామని హామీ ఇచ్చారు. సీనియర్లను గౌరవిస్తూనే యువతకు అవకాశాలు కల్పిస్తామని తెలిపారు. (961, 1064, 1190, 1100)
divider (22, 1394, 250, 1395)
article-paragraph: నిపుణుల బృందం ఇందులో భాగస్వాములు అవుతారని, 24 గంటలూ పనిచేసేలా ఏర్పాట్లు చేస్తున్నట్లు చెప్పారు. సాంకేతిక సమస్యలను తక్షణమే పరిష్కరించేందుకు ప్రత్యేక టీమ్‌లను నియమిస్తున్నారు. (496, 652, 700, 701)
article-headline: హైదరాబాద్‌లో వార్ రూమ్ నిర్వహిస్తాం.. (290, 401, 456, 453)
article-paragraph: రాబోయే స్థానిక సంస్థల ఎన్నికల్లో పార్టీ ఘన విజయం సాధిస్తుందని ధీమా వ్యక్తం చేశారు. ప్రజల్లో ప్రభుత్వంపై సానుకూల స్పందన ఉందని తెలిపారు. (496, 1137, 700, 1173)
article-paragraph: రాబోయే స్థానిక సంస్థల ఎన్నికల్లో పార్టీ ఘన విజయం సాధిస్తుందని ధీమా వ్యక్తం చేశారు. ప్రజల్లో ప్రభుత్వంపై సానుకూల స్పందన ఉందని తెలిపారు. (271, 1020, 475, 1056)
continuation-note: మొదటి పేజీ తరువాయి (330, 100, 416, 111)
article-paragraph: ఢిల్లీ: కృత్రిమ మేధ విచ్చలవిడిగా వినియోగిస్తే మానవ సంబంధాలు దెబ్బతినే ప్రమాదం ఉందని పలువురు నిపుణులు ఆందోళన వ్యక్తం చేశారు. సాంకేతికతను నియంత్రణలో ఉంచుకోవాలని సూచించారు. (961, 1347, 1190, 1383)
column-4 (711, 237, 951, 1811)
article-kicker: నేను పార్టీ అధ్యక్షుడిని అయ్యే నాటికి (1001, 861, 1149, 874)
article-kicker: నా కుమారుడి వ్యాఖ్యలను వక్రీకరించారు: జేసీ ప్రభాకర్ రెడ్డి (965, 1691, 1186, 1718)
masthead (0, 0, 1500, 90)
divider (271, 808, 475, 810)
article-paragraph: విత్తనాలు, ఎరువుల కొరత లేకుండా చూడాలని, మద్దతు ధర కల్పించాలని ప్రభుత్వాన్ని కోరారు. వ్యవసాయ రంగానికి కేటాయింపులు పెంచాలని సూచించారు. (22, 1114, 250, 1149)
article-paragraph: యువత సమస్యలపై పోరాడాల్సిన అవసరం ఉందని అంగీకరిస్తూనే, పద్ధతి మార్చుకోవాలని సలహా ఇచ్చారు. (961, 1237, 1190, 1260)
footer-registration-bar (0, 2424, 1500, 2464)
article-headline: దిగ్భ్రాంతి కలిగించింది (57, 1421, 215, 1443)
article-paragraph: ప్రభుత్వాలు సరైన నియంత్రణ విధానాలు రూపొందించాలని కోరారు. సమాజ హితం దృష్ట్యా సాంకేతికతను ఉపయోగించుకోవాలని సూచించారు. (961, 1479, 1190, 1501)
article-paragraph: విద్యార్థులు పరీక్షల గురించి ఆందోళన చెందాల్సిన అవసరం లేదని విద్యాశాఖ అధికారులు స్పష్టం చేశారు. సిలబస్ పూర్తిగా పూర్తయిన తర్వాతే పరీక్షలు నిర్వహిస్తామని తెలిపారు. (271, 1289, 475, 1325)
article-paragraph: ఢిల్లీ: ఇండియా-ఏఐ ఇంపాక్ట్ సమ్మిట్ 2026లో యూత్ కాంగ్రెస్ సభ్యులు చేపట్టిన వినూత్న నిరసన ఆసక్తి రేపింది. చొక్కా లేకుండా ప్లకార్డులు పట్టుకుని నిరసన తెలిపిన కార్యకర్తలు, మహాత్మా గాంధీ ఫొటోను చూపిస్తూ తమ నిరసనను సమర్థించుకున్నారు. (22, 689, 250, 736)
article-paragraph: పరీక్షా కేంద్రాల్లో అన్ని సౌకర్యాలు కల్పిస్తామని, విద్యార్థులకు ఎలాంటి ఇబ్బందులు కలగకుండా చూస్తామని హామీ ఇచ్చారు. ప్రతి కేంద్రంలో తాగునీరు, వైద్య సదుపాయాలు అందుబాటులో ఉంటాయని చెప్పారు. (271, 1334, 475, 1381)
right-section (486, 97, 1190, 1911)
page-lead-headline-line1: సూపర్ సిక్స్ కార్యక్రమాన్ని (622, 100, 1054, 149)
article-paragraph: తీర్పు అనంతరం కాంగ్రెస్ నేతలు మాట్లాడుతూ, సత్యమే గెలిచిందని వ్యాఖ్యానించారు. ప్రత్యర్థులు రాజకీయ కక్షతో కేసులు పెడుతున్నారని ఆరోపించారు. (22, 565, 250, 601)
article-paragraph: ఢిల్లీ: కృత్రిమ మేధ విచ్చలవిడిగా వినియోగిస్తే మానవ సంబంధాలు దెబ్బతినే ప్రమాదం ఉందని పలువురు నిపుణులు ఆందోళన వ్యక్తం చేశారు. సాంకేతికతను నియంత్రణలో ఉంచుకోవాలని సూచించారు. (721, 1282, 939, 1318)
divider (271, 393, 475, 394)
swatch-yellow (492, 2436, 509, 2454)
article-kicker: ఈ నెల 26 నుంచి జనసేన (83, 1165, 188, 1178)
article-headline: న్యూఢిల్లీ డిక్లరేషన్‌కు 88 దేశాల ఆమోదం (721, 486, 939, 530)
article-paragraph: సంస్కృతి వారసత్వాన్ని కల్పించడమే లక్ష్యంగా పార్టీ ముందుకు సాగుతుందని అన్నారు. ప్రజల సంక్షేమం కోసం నిరంతరం పనిచేస్తామని హామీ ఇచ్చారు. (961, 259, 1190, 295)
divider (721, 1632, 939, 1633)
article-paragraph: ఈ కార్యక్రమంలో పలువురు ప్రజాప్రతినిధులు, అధికారులు, స్వచ్ఛంద సంస్థల ప్రతినిధులు పాల్గొన్నారు. 54 లక్షల మంది ఇప్పటికే 10 లక్షల మంది కార్యకర్తలు తమ పేర్లను నమోదు చేసుకున్నట్లు నిర్వాహకులు వెల్లడించారు. (496, 452, 700, 500)
article-paragraph: అనంతపురం: తన కుమారుడు చేసిన వ్యాఖ్యలను కొందరు వక్రీకరించి ప్రచారం చేస్తున్నారని టీడీపీ నేత జేసీ ప్రభాకర్ రెడ్డి ఆవేదన వ్యక్తం చేశారు. సందర్భాన్ని పక్కనపెట్టి కొన్ని మాటలను మాత్రమే ప్రచారం చేయడం సరికాదని అన్నారు. (721, 1672, 939, 1720)
article-kicker: ఏఐ ఇంపాక్ట్ సమ్మిట్-2026.. (774, 465, 887, 477)
column-3 (486, 237, 711, 1811)
swatch-yellow (1364, 2436, 1381, 2454)
column-1 (22, 97, 261, 1911)
article-paragraph: డేటా గోప్యత, సైబర్ భద్రత, నైతిక ప్రమాణాల వంటి అంశాలపై స్పష్టమైన మార్గదర్శకాలు రూపొందించారు. సభ్య దేశాలు వీటిని తప్పనిసరిగా పాటించాల్సి ఉంటుంది. (721, 644, 939, 678)
article-paragraph: మేలో ఏఐ ఇంపాక్ట్ సమ్మిట్ 2026 సందర్భంగా రూపొందించిన న్యూఢిల్లీ డిక్లరేషన్‌కు 88 దేశాలు ఆమోదం తెలిపాయి. అంతర్జాతీయ సమాజం నుంచి విశేష స్పందన లభించిందని అధికారులు తెలిపారు. (721, 556, 939, 591)
article-paragraph: సమావేశంలో ప్రసంగిస్తూ రాష్ట్ర ఉపాధి కల్పనపై ప్రత్యేక దృష్టి సారించాలని కోరారు. సమ్మిట్ 12.30 గంటలకు ప్రారంభమై సాయంత్రం వరకు కొనసాగింది. (271, 1506, 475, 1542)
article-paragraph: హెల్ప్‌లైన్ నంబర్లను అందుబాటులో ఉంచినట్లు తెలిపారు. ఏవైనా సందేహాలు ఉంటే వెంటనే సంప్రదించవచ్చని సూచించారు. (496, 1551, 700, 1573)
article-paragraph: ముంబై: 2014 నాటి వ్యాఖ్యలపై భివండీ కోర్టులో రాహుల్ గాంధీకి ఊరట లభించింది. ఆర్‌ఎస్‌ఎస్‌పై చేసిన వ్యాఖ్యలకు సంబంధించిన పరువు నష్టం కేసులో ఆయనకు కోర్టు ఉపశమనం కల్పించింది. (22, 464, 250, 500)
article-paragraph: 2014 లో జరిగిన ఎన్నికల ప్రచారంలో ఆయన చేసిన వ్యాఖ్యలపై ఆర్‌ఎస్‌ఎస్ కార్యకర్త ఒకరు కేసు దాఖలు చేశారు. ఈ కేసులో విచారణ సుదీర్ఘకాలంగా కొనసాగుతోంది. న్యాయస్థానం తాజాగా ఇచ్చిన తీర్పుతో కాంగ్రెస్ శ్రేణుల్లో హర్షం వ్యక్తమవుతోంది. (22, 509, 250, 557)
divider (22, 1538, 250, 1540)
article-paragraph: ప్రజా సంక్షేమానికి పెద్దపీట వేస్తామని, అవినీతికి తావులేని పాలన అందిస్తామని స్పష్టం చేశారు. రైతులకు అండగా నిలుస్తామని, పంటలకు గిట్టుబాటు ధర కల్పిస్తామని చెప్పారు. (961, 360, 1190, 395)
article-paragraph: కేంద్ర ప్రభుత్వం అమలు చేస్తున్న సంక్షేమ పథకాలు ప్రజలకు చేరువవుతున్నాయని చెప్పారు. 420 మంది లబ్ధిదారులకు నేరుగా ప్రయోజనం చేకూరుతోందని తెలిపారు. (961, 1639, 1190, 1675)
article-paragraph: తల్లిదండ్రులు కూడా పిల్లలపై ఒత్తిడి పెంచవద్దని సూచించారు. మంచి మార్కులు సాధించాలనే ఆలోచనతో విద్యార్థుల మానసిక ఆరోగ్యాన్ని దెబ్బతీయవద్దని హితవు పలికారు. (271, 1390, 475, 1426)
column-5 (951, 237, 1190, 1811)
article-paragraph: దేశంలోని ఈ చిన్న మండి మార్గదర్శకాల ముందుకు వెళ్ళాలని తెలిపారు. కార్యక్రమంలో భాగంగా 561 స్వచ్ఛంద సంస్థలు సంస్థలకు రూ.100.14 కోట్ల నిధులు అందించారు. (721, 237, 939, 273)
article (22, 414, 250, 603)
article (271, 400, 475, 800)
divider (721, 1458, 939, 1460)
article-paragraph: గత ప్రభుత్వ హయాంలో చేపట్టిన అనేక సంక్షేమ పథకాలను ప్రస్తుత ప్రభుత్వం నిలిపివేసిందని ఆరోపించారు. రైతు బంధు, రైతు బీమా వంటి పథకాలను కొనసాగించాలని డిమాండ్ చేశారు. (22, 1069, 250, 1105)
article (271, 1474, 475, 1606)
article-paragraph: హైదరాబాద్: రైతులకు ఉపయోగపడే అగ్రి ఎక్స్‌పో వంటి కార్యక్రమాలు ప్రభుత్వం నిర్వహిస్తే మేలు జరుగుతుందని బీఆర్ఎస్ సీనియర్ నేత, మాజీ మంత్రి హరీశ్ రావు అన్నారు. హైదరాబాద్‌లో ఏర్పాటు చేసిన ఒక కార్యక్రమంలో ఆయన మాట్లాడారు. (22, 969, 250, 1017)
article-paragraph: ప్రతి గ్రామంలో చెత్త సేకరణ వాహనాలను అందుబాటులో ఉంచినట్లు తెలిపారు. ఘన వ్యర్థాల నిర్వహణకు ఆధునిక పద్ధతులు అవలంబిస్తున్నామని పేర్కొన్నారు. (721, 325, 939, 361)
grey-registration-bar (992, 2439, 1036, 2452)
article-paragraph: ఉద్యోగాల కోత కూడా పెద్ద సవాలుగా మారనుందని అంచనా వేశారు. నైపుణ్యాభివృద్ధిపై దృష్టి సారించడం ద్వారానే ఈ సమస్యను అధిగమించగలమని అభిప్రాయపడ్డారు. (721, 1370, 939, 1405)
article-paragraph: యువతకు నైపుణ్య శిక్షణ ఇచ్చేందుకు ప్రత్యేక కార్యక్రమాలు రూపొందిస్తున్నట్లు వెల్లడించారు. ఆర్టిఫిషియల్ ఇంటెలిజెన్స్ రంగంలో నూతన ఉద్యోగావకాశాలు పెరుగుతాయని అంచనా వేస్తున్నారు. (271, 750, 475, 798)
article-kicker: అగ్రి పో వంటి కార్యక్రమాలు ప్రభుత్వం (60, 898, 211, 910)
article-paragraph: యువతకు ఉపాధి అవకాశాలు పెంచేందుకు ప్రత్యేక చర్యలు తీసుకుంటామని తెలిపారు. నైపుణ్య శిక్షణ కేంద్రాలు ఏర్పాటు చేస్తున్నామని వివరించారు. (961, 404, 1190, 439)
swatch-cyan (1329, 2436, 1346, 2454)
article-paragraph: క్షేత్రస్థాయిలో పనిచేసే కార్యకర్తలకే ప్రాధాన్యం ఇస్తామని, పార్టీ కోసం కష్టపడిన వారికి అవకాశాలు కల్పిస్తామని తెలిపారు. నామినేటెడ్ పదవుల భర్తీలో పారదర్శకత పాటిస్తామని చెప్పారు. (496, 1049, 700, 1085)
article-photo (22, 1605, 251, 1773)
article-paragraph: అందరినీ కలుపుకొని ముందుకు వెళ్లడం ద్వారానే పార్టీని బలోపేతం చేయగలిగామని చెప్పారు. ప్రతి కార్యకర్తలోనూ ఆత్మవిశ్వాసం నింపేందుకు కృషి చేశానని తెలిపారు. (721, 911, 939, 946)
article-paragraph: మహాత్మా గాంధీజీ ప్రజా భాగస్వామ్యం ఉద్యమ స్ఫూర్తితో నడుస్తున్న ఈ కార్యక్రమం దేశానికి మార్గదర్శకంగా నిలుస్తుందని, ప్రజలు స్వచ్ఛందంగా ముందుకు రావాలని పిలుపునిచ్చారు. వార్డు స్థాయిలో కమిటీలు ఏర్పాటు చేసి, ప్రతి ఇంటి నుంచి తడి, పొడి చెత్తను వేరుగా సేకరించే విధానం అమలు చేయాలని సూచించారు. (271, 266, 475, 327)
divider (721, 776, 939, 778)
page-content (0, 90, 1500, 1911)
article-headline: కమిటీని నియమించిన కేంద్రం (41, 120, 230, 173)
article-headline: కేవలం మెరిట్ లిస్టే (499, 953, 697, 986)
article-paragraph: సోమవారం శ్రీహరికోట నుంచి నింగిలోకి దూసుకెళ్లిన పీఎస్ఎల్వీ-సి61 రాకెట్ ఈవోఎస్-09 ఉపగ్రహాన్ని కక్ష్యలో ప్రవేశపెట్టడంలో విఫలమైంది. ప్రయోగం ప్రారంభమైన 203 సెకన్ల వరకు అంతా సజావుగా సాగినా, మూడో దశలో సాంకేతిక సమస్య తలెత్తడంతో ప్రయోగం విఫలమైంది. (22, 248, 250, 296)
article-paragraph: ప్రపంచ దేశాల నుంచి వచ్చే ప్రతినిధుల రాకపోకలు, వసతి, భద్రత వంటి అంశాలపై ప్రత్యేక దృష్టి సారిస్తున్నట్లు తెలిపారు. విమానాశ్రయం నుంచి సదస్సు వేదిక వరకు ప్రత్యేక రవాణా ఏర్పాట్లు చేస్తున్నారు. (496, 710, 700, 757)
article-paragraph: ఈ కమిటీ నివేదిక మూడు నెలల్లోగా సమర్పించాలని కేంద్రం ఆదేశించింది. నిపుణుల బృందం అధ్యయనం చేసి, తుది నివేదికను అందజేస్తుందని తెలిపారు. (22, 361, 250, 397)
date-bar: మంగళవారం 24 - 02 - 2026 (1210, 15, 1478, 60)
article-paragraph: రోడ్లపై చెత్త అట్లాగే ప్రజలకు మెరుగైన సేవలు ప్రభుత్వం అందించడమే లక్ష్యం. ఇందుకోసం ప్రతి గ్రామంలో 'కేటగిరీ పై రాష్ట్రం అంతటా ఒకేసారి కార్యక్రమంలో స్వచ్ఛతా సర్వే, పారిశుధ్య కార్యక్రమాల నిర్వహణ పాల్గొనవచ్చు. 'ఆర్థిక వనరుల ద్వారా ఇప్పటికే నిధులు కేటాయించడం జరిగింది. (496, 282, 700, 342)
footer-group-2 (435, 2436, 599, 2454)
article-paragraph: హైదరాబాద్: తాను పార్టీ అధ్యక్షుడిగా బాధ్యతలు స్వీకరించే నాటికి పార్టీ పరిస్థితి చాలా దయనీయంగా ఉండేదని ముఖ్యమంత్రి రేవంత్ రెడ్డి వ్యాఖ్యానించారు. కార్యకర్తల్లో నిరాశ నెలకొని ఉండేదని గుర్తు చేసుకున్నారు. (721, 855, 939, 903)
swatch-magenta (475, 2436, 492, 2454)
article (271, 1160, 475, 1459)
divider (271, 1466, 475, 1468)
article-paragraph: రోడ్లపై చెత్త అట్లాగే ప్రజలకు మెరుగైన సేవలు ప్రభుత్వం అందించడమే లక్ష్యం. ఇందుకోసం ప్రతి గ్రామంలో 'కేటగిరీ పై రాష్ట్రం అంతటా ఒకేసారి కార్యక్రమంలో స్వచ్ఛతా సర్వే, పారిశుధ్య కార్యక్రమాల నిర్వహణ పాల్గొనవచ్చు. 'ఆర్థిక వనరుల ద్వారా ఇప్పటికే నిధులు కేటాయించడం జరిగింది. (271, 165, 475, 226)
article-paragraph: పోలీసులు జోక్యం చేసుకుని కొందరిని అదుపులోకి తీసుకున్నారు. అనంతరం వారిని విడిచిపెట్టారు. ఈ ఘటనపై భద్రతా సిబ్బంది అప్రమత్తమయ్యారు. (22, 802, 250, 837)
article-kicker: ఏఐసీసీ అంటే 'యూకేజీ కోతి కాంగ్రెస్ కుర్చీ': బండి సంజయ్ (729, 1466, 931, 1492)
article-paragraph: తెల్ల రేషన్ కార్డుల జారీ, ఇళ్ల స్థలాల పంపిణీ వంటి కార్యక్రమాలు వేగవంతం చేస్తామని హామీ ఇచ్చారు. ప్రతి పేదవాడికి సొంత ఇల్లు అనే లక్ష్యంతో పనిచేస్తున్నామని చెప్పారు. (961, 448, 1190, 483)
article-paragraph: హైదరాబాద్: ఏఐ ఇంపాక్ట్ సమ్మిట్-2026 వేదిక వద్ద యూత్ కాంగ్రెస్ కార్యకర్తలు చేపట్టిన నిరసనపై బీఆర్ఎస్ వర్కింగ్ ప్రెసిడెంట్ కేటీఆర్ స్పందించారు. (721, 1084, 939, 1120)
article-paragraph: అభివృద్ధి చెందుతున్న దేశాలకు సాంకేతిక సహకారం అందించేందుకు ప్రత్యేక నిధిని ఏర్పాటు చేయాలని నిర్ణయించారు. ఇందుకోసం పెద్ద మొత్తంలో నిధులు కేటాయించనున్నారు. (721, 687, 939, 723)
article-paragraph: తల్లిదండ్రులు కూడా పిల్లలపై ఒత్తిడి పెంచవద్దని సూచించారు. మంచి మార్కులు సాధించాలనే ఆలోచనతో విద్యార్థుల మానసిక ఆరోగ్యాన్ని దెబ్బతీయవద్దని హితవు పలికారు. (496, 1507, 700, 1543)
article-kicker: ఏఐ సమ్మిట్ లో హెడ్‌లెస్ నిరసన.. చొక్కాలేని (45, 617, 226, 629)
article-paragraph: అనంతపురం: తన కుమారుడు చేసిన వ్యాఖ్యలను కొందరు వక్రీకరించి ప్రచారం చేస్తున్నారని టీడీపీ నేత జేసీ ప్రభాకర్ రెడ్డి ఆవేదన వ్యక్తం చేశారు. సందర్భాన్ని పక్కనపెట్టి కొన్ని మాటలను మాత్రమే ప్రచారం చేయడం సరికాదని అన్నారు. (961, 1725, 1190, 1773)
article-paragraph: పరిశుభ్రత కార్యక్రమాల్లో ప్రజలందరూ భాగస్వాములు కావాలని సూచించారు. గ్రామాల్లో పారిశుధ్య నిర్వహణకు ప్రత్యేక నిధులు కేటాయించినట్లు వెల్లడించారు. (721, 282, 939, 316)
divider (961, 855, 1190, 856)
article-paragraph: పార్టీ క్రమశిక్షణకు కట్టుబడి ఉన్నామని, అధినేత ఆదేశాలను శిరసావహిస్తామని స్పష్టం చేశారు. ప్రజాసేవే తమ లక్ష్యమని పేర్కొన్నారు. (721, 1728, 939, 1751)
article-paragraph: అందరినీ కలుపుకొని ముందుకు వెళ్లడం ద్వారానే పార్టీని బలోపేతం చేయగలిగామని చెప్పారు. ప్రతి కార్యకర్తలోనూ ఆత్మవిశ్వాసం నింపేందుకు కృషి చేశానని తెలిపారు. (961, 977, 1190, 1012)
article-paragraph: అభివృద్ధి పనుల్లో ఎలాంటి రాజీ పడబోమని, ప్రతి నియోజకవర్గానికి సమానంగా నిధులు కేటాయిస్తామని హామీ ఇచ్చారు. 60 మంది కార్యకర్తలు ఈ సమావేశంలో పాల్గొన్నారు. (496, 1180, 700, 1216)
article-paragraph: మహిళా సంక్షేమానికి అధిక ప్రాధాన్యం ఇస్తున్నామని, స్వయం సహాయక సంఘాలను బలోపేతం చేస్తామని తెలిపారు. విద్య, వైద్య రంగాల్లో సమూల మార్పులు తీసుకొస్తామని స్పష్టం చేశారు. (961, 491, 1190, 527)
article (22, 1166, 250, 1387)
article-paragraph: ప్రజా సమస్యలను పక్కనపెట్టి, అనవసర రాద్ధాంతాలు చేస్తున్నారని ఆరోపించారు. అధికారంలో ఉన్నప్పుడు ఏమీ చేయకుండా, ఇప్పుడు విమర్శలు చేయడం సరికాదని అన్నారు. (721, 1543, 939, 1578)
continuation-note: మొదటి పేజీ తరువాయి (555, 575, 641, 586)
article-paragraph: హైదరాబాద్: కాంగ్రెస్ పార్టీ తీరుపై కేంద్ర మంత్రి బండి సంజయ్ తీవ్ర విమర్శలు గుప్పించారు. ఆ పార్టీ నేతల ప్రవర్తన హాస్యాస్పదంగా ఉందని ఎద్దేవా చేశారు. (961, 1551, 1190, 1587)
